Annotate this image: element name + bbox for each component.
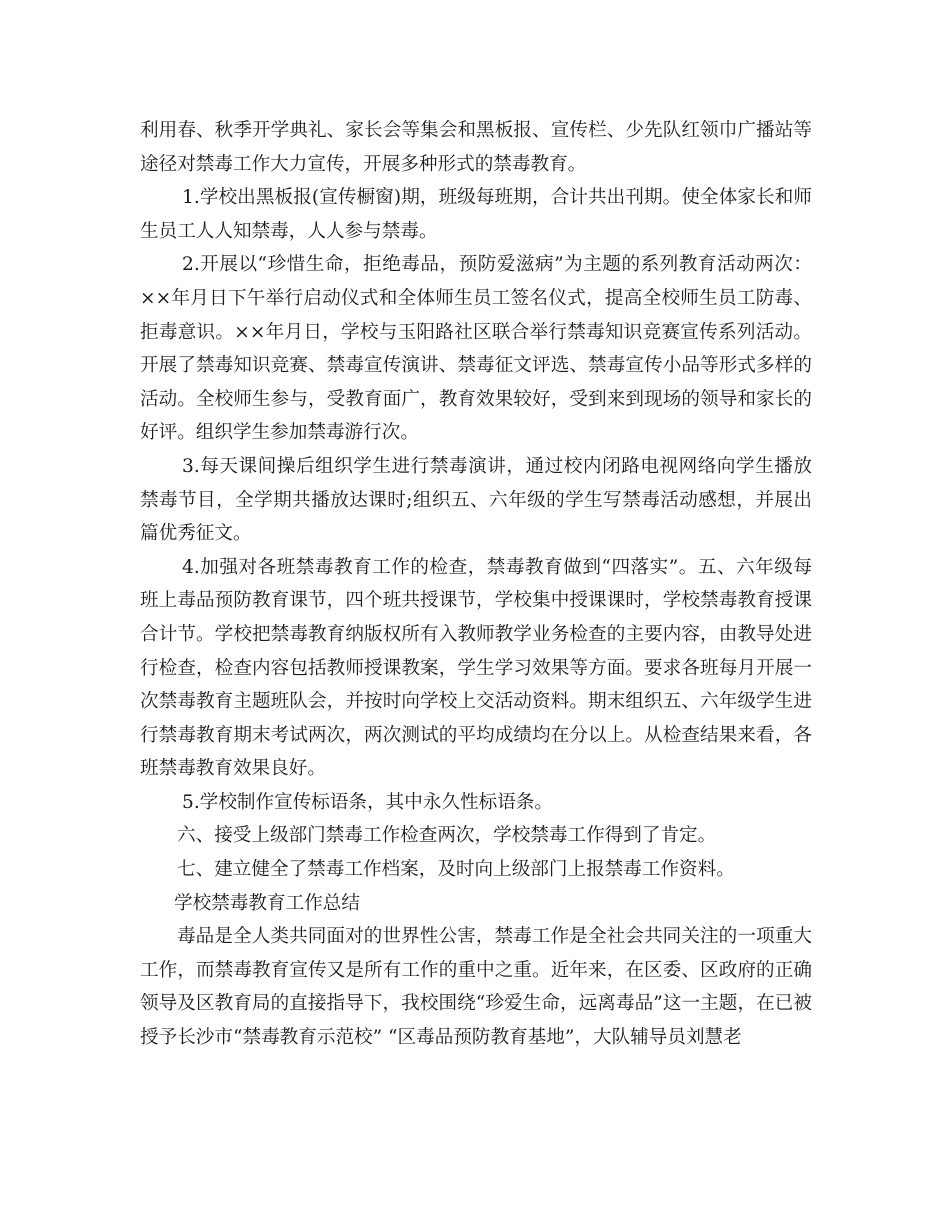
paragraph-item-4: 4.加强对各班禁毒教育工作的检查，禁毒教育做到“四落实”。五、六年级每班上毒品预防教育课节，四个班共授课节，学校集中授课课时，学校禁毒教育授课合计节。学校把禁毒教育纳版权所有入教师教学业务检查的主要内容，由教导处进行检查，检查内容包括教师授课教案，学生学习效果等方面。要求各班每月开展一次禁毒教育主题班队会，并按时向学校上交活动资料。期末组织五、六年级学生进行禁毒教育期末考试两次，两次测试的平均成绩均在分以上。从检查结果来看，各班禁毒教育效果良好。 (140, 556, 812, 780)
paragraph-section-7: 七、建立健全了禁毒工作档案，及时向上级部门上报禁毒工作资料。 (177, 859, 735, 881)
document-body (140, 114, 812, 1055)
paragraph-intro: 利用春、秋季开学典礼、家长会等集会和黑板报、宣传栏、少先队红领巾广播站等途径对禁毒工作大力宣传，开展多种形式的禁毒教育。 (140, 120, 812, 175)
paragraph-summary: 毒品是全人类共同面对的世界性公害，禁毒工作是全社会共同关注的一项重大工作，而禁毒教育宣传又是所有工作的重中之重。近年来，在区委、区政府的正确领导及区教育局的直接指导下，我校围绕“珍爱生命，远离毒品”这一主题，在已被授予长沙市“禁毒教育示范校” “区毒品预防教育基地”，大队辅导员刘慧老 (140, 926, 812, 1049)
section-heading: 学校禁毒教育工作总结 (174, 892, 360, 914)
paragraph-item-1: 1.学校出黑板报(宣传橱窗)期，班级每班期，合计共出刊期。使全体家长和师生员工人人知禁毒，人人参与禁毒。 (140, 187, 812, 242)
paragraph-item-5: 5.学校制作宣传标语条，其中永久性标语条。 (182, 791, 554, 813)
paragraph-item-3: 3.每天课间操后组织学生进行禁毒演讲，通过校内闭路电视网络向学生播放禁毒节目，全学期共播放达课时;组织五、六年级的学生写禁毒活动感想，并展出篇优秀征文。 (140, 455, 812, 545)
paragraph-item-2: 2.开展以“珍惜生命，拒绝毒品，预防爱滋病”为主题的系列教育活动两次：××年月日下午举行启动仪式和全体师生员工签名仪式，提高全校师生员工防毒、拒毒意识。××年月日，学校与玉阳路社区联合举行禁毒知识竞赛宣传系列活动。开展了禁毒知识竞赛、禁毒宣传演讲、禁毒征文评选、禁毒宣传小品等形式多样的活动。全校师生参与，受教育面广，教育效果较好，受到来到现场的领导和家长的好评。组织学生参加禁毒游行次。 (140, 254, 812, 444)
paragraph-section-6: 六、接受上级部门禁毒工作检查两次，学校禁毒工作得到了肯定。 (177, 825, 717, 847)
